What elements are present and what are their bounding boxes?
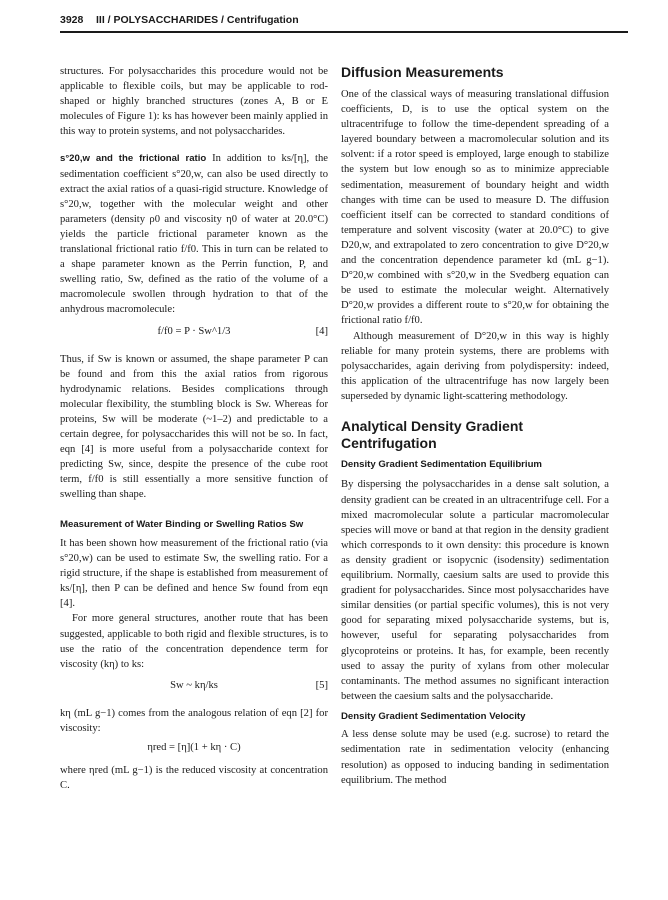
equation-reduced-viscosity: ηred = [η](1 + kη · C) bbox=[147, 741, 241, 753]
equation-5-formula: Sw ~ kη/ks bbox=[170, 679, 218, 691]
frictional-text: In addition to ks/[η], the sedimentation coefficient s°20,w, can also be used directly to extract the axial ratios of a quasi-rigid structure. Knowledge of s°20,w, together with the molecular weight and other parameters (density ρ0 and viscosity η0 of water at 20.0°C) yields the particle frictional parameter known as the translational frictional ratio f/f0. This in turn can be related to a shape parameter known as the Perrin function, P, and swelling ratio, Sw, defined as the ratio of the volume of a macromolecule swollen through hydration to that of the anhydrous macromolecule: bbox=[60, 153, 328, 316]
paragraph-velocity: A less dense solute may be used (e.g. sucrose) to retard the sedimentation rate in sedimentation velocity (enhancing resolution) as opposed to inducing banding in sedimentation equilibrium. The method bbox=[341, 729, 609, 786]
equation-5-number: [5] bbox=[315, 679, 328, 691]
paragraph-diffusion-2: Although measurement of D°20,w in this way is highly reliable for many protein systems, there are problems with polysaccharides, again deriving from polydispersity: indeed, this application of the ultracentrifuge has now largely been superseded by dynamic light-scattering methodology. bbox=[341, 330, 609, 402]
header-rule bbox=[60, 31, 628, 33]
right-column bbox=[341, 64, 609, 788]
equation-4-formula: f/f0 = P · Sw^1/3 bbox=[157, 325, 231, 337]
paragraph-equilibrium: By dispersing the polysaccharides in a dense salt solution, a density gradient can be created in an ultracentrifuge cell. For a mixed macromolecular solute a particular macromolecular species will move or band at that region in the density gradient which corresponds to it own density: this procedure is known as density gradient or isopycnic (isodensity) sedimentation equilibrium. Normally, caesium salts are used to provide this gradient for polysaccharides. Since most polysaccharides have similar densities (or partial specific volumes), this is not very good for separating mixed polysaccharide systems, but is, however, useful for separating polysaccharides from glycoproteins or proteins. It has, for example, been recently used to assay the purity of xylans from other molecular contaminants. The method assumes no significant interaction between the caesium salts and the polysaccharide. bbox=[341, 479, 609, 702]
paragraph-intro: structures. For polysaccharides this procedure would not be applicable to flexible coils, but may be applicable to rod-shaped or highly branched structures (zones A, B or E molecules of Figure 1): ks has however been mainly applied in this way to protein systems, and not polysaccharides. bbox=[60, 66, 328, 138]
heading-diffusion: Diffusion Measurements bbox=[341, 64, 504, 80]
heading-water-binding: Measurement of Water Binding or Swelling Ratios Sw bbox=[60, 519, 304, 531]
equation-5 bbox=[60, 678, 328, 698]
running-header bbox=[60, 10, 628, 32]
running-title: III / POLYSACCHARIDES / Centrifugation bbox=[96, 14, 299, 26]
heading-gradient-velocity: Density Gradient Sedimentation Velocity bbox=[341, 710, 526, 722]
paragraph-thus: Thus, if Sw is known or assumed, the shape parameter P can be found and from this the axial ratios from rigorous hydrodynamic relations. Besides complications through molecular flexibility, the stumbling block is Sw. Whereas for proteins, Sw will be moderate (~1–2) and predictable to a certain degree, for polysaccharides this will not be so. In fact, eqn [4] is more useful from a polysaccharide context for predicting Sw, since, despite the presence of the cube root term, f/f0 is still essentially a more sensitive function of swelling than shape. bbox=[60, 353, 328, 501]
paragraph-water-1: It has been shown how measurement of the frictional ratio (via s°20,w) can be used to estimate Sw, the swelling ratio. For a rigid structure, if the shape is established from measurement of ks/[η], then P can be defined and hence Sw found from eqn [4]. bbox=[60, 537, 328, 610]
left-column bbox=[60, 64, 328, 793]
paragraph-k-eta: kη (mL g−1) comes from the analogous relation of eqn [2] for viscosity: bbox=[60, 707, 328, 734]
runin-heading: s°20,w and the frictional ratio bbox=[60, 153, 207, 165]
paragraph-where: where ηred (mL g−1) is the reduced viscosity at concentration C. bbox=[60, 765, 328, 792]
paragraph-diffusion-1: One of the classical ways of measuring translational diffusion coefficients, D, is to use the optical system on the ultracentrifuge to follow the time-dependent spreading of a layered boundary between a macromolecular solution and its solvent: if a rotor speed is employed, large enough to stabilize the system but low enough so as to minimize appreciable sedimentation, measurement of boundary height and width changes with time can be used to measure D. The diffusion coefficient itself can be corrected to standard conditions of temperature and solvent viscosity (water at 20.0°C) to give D20,w, and extrapolated to zero concentration to give D°20,w and the concentration dependence parameter kd (mL g−1). D°20,w combined with s°20,w in the Svedberg equation can be used to estimate the molecular weight. Alternatively D°20,w provides a different route to s°20,w for obtaining the frictional ratio f/f0. bbox=[341, 89, 609, 327]
paragraph-frictional-ratio bbox=[60, 151, 328, 317]
heading-density-gradient: Analytical Density Gradient Centrifugation bbox=[341, 417, 524, 451]
heading-gradient-equilibrium: Density Gradient Sedimentation Equilibrium bbox=[341, 458, 542, 470]
equation-4-number: [4] bbox=[315, 325, 328, 337]
paragraph-water-2: For more general structures, another route that has been suggested, applicable to both rigid and flexible structures, is to use the ratio of the concentration dependence term for viscosity (kη) to ks: bbox=[60, 613, 328, 670]
equation-4 bbox=[60, 324, 328, 344]
page-number: 3928 bbox=[60, 14, 84, 26]
